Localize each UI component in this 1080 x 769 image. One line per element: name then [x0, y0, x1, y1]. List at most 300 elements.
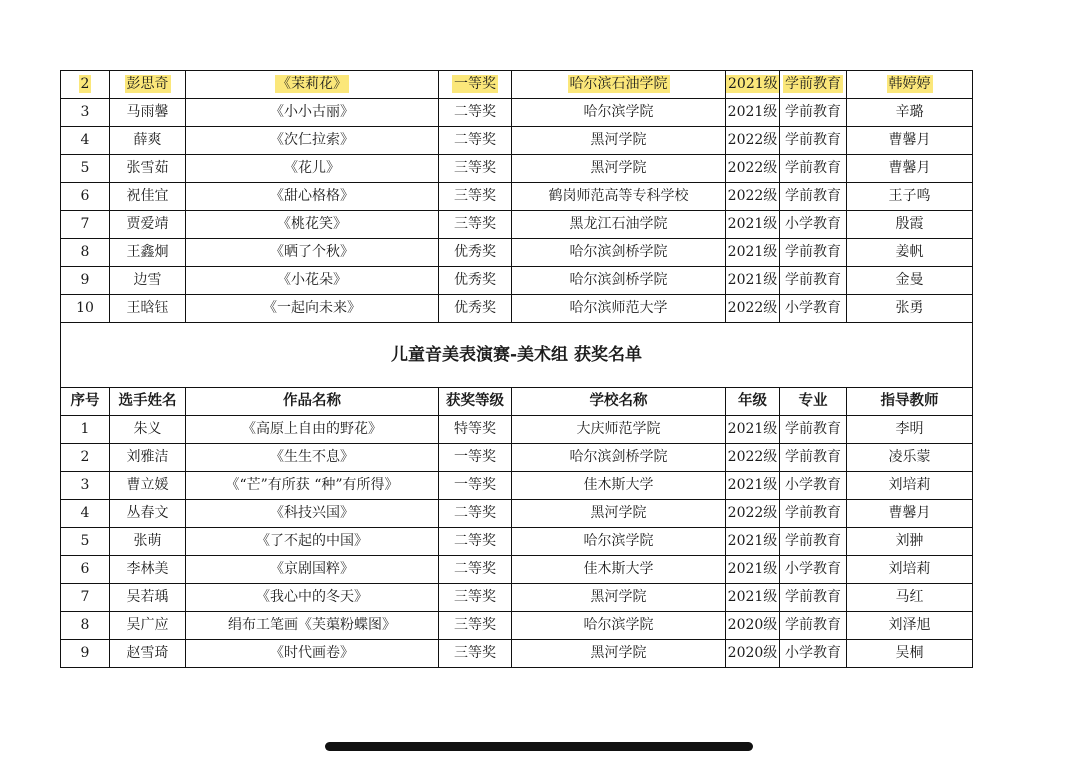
cell-text: 辛璐 — [895, 104, 924, 120]
cell-no — [61, 640, 110, 668]
cell-teacher — [847, 556, 973, 584]
cell-school — [512, 183, 726, 211]
cell-name — [110, 267, 186, 295]
cell-text: 《生生不息》 — [270, 449, 354, 465]
cell-text: 2021级 — [727, 561, 778, 577]
cell-grade — [726, 239, 780, 267]
cell-text: 学前教育 — [785, 505, 841, 521]
cell-school — [512, 416, 726, 444]
cell-text: 2021级 — [727, 589, 778, 605]
cell-major — [780, 472, 847, 500]
home-indicator[interactable] — [325, 742, 753, 751]
table-row — [61, 71, 973, 99]
header-teacher: 指导教师 — [847, 388, 973, 416]
cell-text: 学前教育 — [785, 449, 841, 465]
cell-text: 《茉莉花》 — [277, 76, 347, 92]
header-school: 学校名称 — [512, 388, 726, 416]
cell-major — [780, 295, 847, 323]
cell-text: 学前教育 — [785, 76, 841, 92]
cell-work — [186, 239, 439, 267]
cell-school — [512, 640, 726, 668]
table-row — [61, 640, 973, 668]
cell-text: 《高原上自由的野花》 — [242, 421, 382, 437]
cell-no — [61, 239, 110, 267]
cell-text: 张萌 — [133, 533, 162, 549]
cell-text: 丛春文 — [126, 505, 169, 521]
cell-teacher — [847, 416, 973, 444]
cell-text: 刘雅洁 — [126, 449, 169, 465]
cell-text: 韩婷婷 — [888, 76, 931, 92]
cell-work — [186, 155, 439, 183]
cell-text: 李明 — [895, 421, 924, 437]
cell-award — [439, 416, 512, 444]
cell-text: 《了不起的中国》 — [256, 533, 368, 549]
cell-text: 2021级 — [727, 244, 778, 260]
cell-text: 2021级 — [727, 104, 778, 120]
cell-award — [439, 239, 512, 267]
cell-name — [110, 71, 186, 99]
cell-no — [61, 71, 110, 99]
cell-text: 哈尔滨师范大学 — [569, 300, 668, 316]
cell-teacher — [847, 528, 973, 556]
cell-text: 学前教育 — [785, 421, 841, 437]
cell-text: 佳木斯大学 — [583, 477, 654, 493]
cell-text: 优秀奖 — [454, 300, 496, 316]
cell-work — [186, 472, 439, 500]
cell-text: 2020级 — [727, 645, 778, 661]
table-row — [61, 444, 973, 472]
cell-work — [186, 295, 439, 323]
table-row — [61, 500, 973, 528]
cell-text: 2 — [80, 449, 90, 465]
cell-text: 佳木斯大学 — [583, 561, 654, 577]
cell-text: 6 — [80, 561, 90, 577]
cell-award — [439, 472, 512, 500]
cell-name — [110, 500, 186, 528]
cell-teacher — [847, 500, 973, 528]
cell-text: 哈尔滨剑桥学院 — [569, 244, 668, 260]
cell-text: 二等奖 — [454, 132, 496, 148]
cell-award — [439, 99, 512, 127]
table-row — [61, 472, 973, 500]
cell-text: 小学教育 — [785, 561, 841, 577]
cell-text: 哈尔滨学院 — [583, 533, 654, 549]
table-row — [61, 183, 973, 211]
cell-teacher — [847, 444, 973, 472]
cell-text: 5 — [80, 533, 90, 549]
cell-award — [439, 528, 512, 556]
cell-text: 学前教育 — [785, 132, 841, 148]
table-row — [61, 239, 973, 267]
header-work: 作品名称 — [186, 388, 439, 416]
cell-school — [512, 500, 726, 528]
cell-major — [780, 416, 847, 444]
cell-text: 《我心中的冬天》 — [256, 589, 368, 605]
cell-award — [439, 183, 512, 211]
cell-text: 彭思奇 — [126, 76, 169, 92]
cell-grade — [726, 472, 780, 500]
cell-major — [780, 584, 847, 612]
cell-teacher — [847, 267, 973, 295]
cell-award — [439, 444, 512, 472]
table-row — [61, 528, 973, 556]
cell-major — [780, 640, 847, 668]
cell-text: 2 — [80, 76, 90, 92]
cell-award — [439, 584, 512, 612]
cell-grade — [726, 295, 780, 323]
section-title: 儿童音美表演赛-美术组 获奖名单 — [61, 323, 973, 388]
cell-text: 二等奖 — [454, 533, 496, 549]
cell-major — [780, 267, 847, 295]
cell-school — [512, 472, 726, 500]
cell-grade — [726, 183, 780, 211]
cell-teacher — [847, 99, 973, 127]
table-row — [61, 267, 973, 295]
cell-major — [780, 211, 847, 239]
cell-no — [61, 416, 110, 444]
cell-text: 边雪 — [133, 272, 162, 288]
cell-no — [61, 127, 110, 155]
cell-school — [512, 99, 726, 127]
cell-award — [439, 127, 512, 155]
cell-no — [61, 295, 110, 323]
cell-text: 《桃花笑》 — [277, 216, 347, 232]
cell-text: 《科技兴国》 — [270, 505, 354, 521]
cell-award — [439, 640, 512, 668]
cell-work — [186, 528, 439, 556]
cell-work — [186, 99, 439, 127]
cell-teacher — [847, 295, 973, 323]
cell-school — [512, 239, 726, 267]
cell-work — [186, 127, 439, 155]
cell-text: 《甜心格格》 — [270, 188, 354, 204]
cell-text: 2022级 — [727, 300, 778, 316]
cell-text: 哈尔滨石油学院 — [569, 76, 668, 92]
cell-work — [186, 500, 439, 528]
cell-school — [512, 267, 726, 295]
cell-work — [186, 71, 439, 99]
cell-text: 学前教育 — [785, 589, 841, 605]
cell-award — [439, 500, 512, 528]
cell-text: 2022级 — [727, 160, 778, 176]
cell-grade — [726, 211, 780, 239]
cell-award — [439, 267, 512, 295]
cell-text: 2022级 — [727, 188, 778, 204]
cell-teacher — [847, 612, 973, 640]
cell-text: 张雪茹 — [126, 160, 169, 176]
cell-text: 8 — [80, 617, 90, 633]
cell-grade — [726, 416, 780, 444]
cell-text: 2021级 — [727, 477, 778, 493]
cell-text: 学前教育 — [785, 617, 841, 633]
table-row — [61, 612, 973, 640]
cell-teacher — [847, 155, 973, 183]
cell-text: 3 — [80, 477, 90, 493]
cell-teacher — [847, 239, 973, 267]
cell-text: 大庆师范学院 — [576, 421, 661, 437]
cell-text: 2021级 — [728, 76, 778, 92]
cell-school — [512, 211, 726, 239]
cell-teacher — [847, 183, 973, 211]
cell-text: 马雨馨 — [126, 104, 169, 120]
cell-work — [186, 640, 439, 668]
cell-major — [780, 71, 847, 99]
cell-text: 三等奖 — [454, 160, 496, 176]
cell-text: 祝佳宜 — [126, 188, 169, 204]
cell-text: 《“芒”有所获 “种”有所得》 — [225, 477, 399, 493]
cell-grade — [726, 612, 780, 640]
cell-major — [780, 500, 847, 528]
cell-text: 7 — [80, 589, 90, 605]
cell-no — [61, 267, 110, 295]
cell-no — [61, 528, 110, 556]
cell-text: 5 — [80, 160, 90, 176]
cell-text: 优秀奖 — [454, 244, 496, 260]
cell-text: 哈尔滨学院 — [583, 617, 654, 633]
cell-grade — [726, 640, 780, 668]
cell-teacher — [847, 211, 973, 239]
cell-text: 2021级 — [727, 421, 778, 437]
cell-award — [439, 556, 512, 584]
cell-text: 2022级 — [727, 505, 778, 521]
cell-text: 赵雪琦 — [126, 645, 169, 661]
cell-name — [110, 416, 186, 444]
cell-text: 9 — [80, 272, 90, 288]
cell-teacher — [847, 640, 973, 668]
cell-text: 金曼 — [895, 272, 924, 288]
cell-no — [61, 444, 110, 472]
cell-text: 张勇 — [895, 300, 924, 316]
cell-text: 《晒了个秋》 — [270, 244, 354, 260]
cell-text: 学前教育 — [785, 188, 841, 204]
cell-text: 9 — [80, 645, 90, 661]
cell-text: 4 — [80, 132, 90, 148]
cell-text: 殷霞 — [895, 216, 924, 232]
cell-grade — [726, 155, 780, 183]
cell-text: 黑河学院 — [590, 132, 647, 148]
cell-text: 小学教育 — [785, 477, 841, 493]
cell-text: 学前教育 — [785, 272, 841, 288]
cell-teacher — [847, 127, 973, 155]
cell-text: 小学教育 — [785, 300, 841, 316]
cell-name — [110, 183, 186, 211]
cell-text: 黑河学院 — [590, 645, 647, 661]
cell-name — [110, 584, 186, 612]
art-group-rows — [61, 416, 973, 668]
cell-text: 小学教育 — [785, 216, 841, 232]
cell-text: 吴广应 — [126, 617, 169, 633]
cell-text: 鹤岗师范高等专科学校 — [548, 188, 689, 204]
cell-name — [110, 528, 186, 556]
table-row — [61, 295, 973, 323]
cell-grade — [726, 99, 780, 127]
cell-grade — [726, 556, 780, 584]
header-row — [61, 388, 973, 416]
cell-text: 《次仁拉索》 — [270, 132, 354, 148]
cell-text: 王鑫炯 — [126, 244, 169, 260]
cell-name — [110, 295, 186, 323]
cell-text: 二等奖 — [454, 505, 496, 521]
cell-text: 学前教育 — [785, 533, 841, 549]
cell-name — [110, 239, 186, 267]
cell-text: 曹馨月 — [888, 132, 931, 148]
cell-text: 黑河学院 — [590, 160, 647, 176]
cell-name — [110, 612, 186, 640]
header-no: 序号 — [61, 388, 110, 416]
cell-award — [439, 612, 512, 640]
cell-text: 小学教育 — [785, 645, 841, 661]
art-group-section — [61, 323, 973, 416]
header-major: 专业 — [780, 388, 847, 416]
cell-text: 一等奖 — [454, 76, 496, 92]
table-row — [61, 416, 973, 444]
cell-text: 2020级 — [727, 617, 778, 633]
cell-major — [780, 127, 847, 155]
cell-text: 哈尔滨剑桥学院 — [569, 272, 668, 288]
table-row — [61, 211, 973, 239]
cell-name — [110, 556, 186, 584]
cell-text: 薛爽 — [133, 132, 162, 148]
cell-work — [186, 267, 439, 295]
cell-teacher — [847, 584, 973, 612]
cell-text: 三等奖 — [454, 589, 496, 605]
cell-text: 贾爱靖 — [126, 216, 169, 232]
cell-text: 2021级 — [727, 272, 778, 288]
cell-school — [512, 444, 726, 472]
cell-text: 吴桐 — [895, 645, 924, 661]
cell-school — [512, 612, 726, 640]
cell-school — [512, 556, 726, 584]
cell-text: 三等奖 — [454, 617, 496, 633]
header-grade: 年级 — [726, 388, 780, 416]
cell-text: 学前教育 — [785, 160, 841, 176]
cell-major — [780, 444, 847, 472]
cell-major — [780, 183, 847, 211]
cell-text: 《京剧国粹》 — [270, 561, 354, 577]
cell-text: 凌乐蒙 — [888, 449, 931, 465]
cell-text: 4 — [80, 505, 90, 521]
cell-work — [186, 183, 439, 211]
cell-text: 2021级 — [727, 216, 778, 232]
cell-grade — [726, 500, 780, 528]
cell-no — [61, 99, 110, 127]
cell-name — [110, 155, 186, 183]
cell-major — [780, 99, 847, 127]
cell-text: 一等奖 — [454, 449, 496, 465]
cell-text: 刘培莉 — [888, 477, 931, 493]
table-row — [61, 99, 973, 127]
cell-grade — [726, 528, 780, 556]
cell-award — [439, 155, 512, 183]
cell-school — [512, 584, 726, 612]
award-list-sheet — [60, 70, 972, 668]
cell-text: 《花儿》 — [284, 160, 340, 176]
cell-name — [110, 211, 186, 239]
cell-text: 一等奖 — [454, 477, 496, 493]
cell-school — [512, 127, 726, 155]
cell-text: 姜帆 — [895, 244, 924, 260]
cell-text: 刘翀 — [895, 533, 924, 549]
cell-text: 吴若瑀 — [126, 589, 169, 605]
cell-no — [61, 211, 110, 239]
cell-no — [61, 183, 110, 211]
cell-text: 8 — [80, 244, 90, 260]
cell-text: 3 — [80, 104, 90, 120]
cell-major — [780, 239, 847, 267]
cell-work — [186, 211, 439, 239]
cell-text: 2021级 — [727, 533, 778, 549]
cell-text: 三等奖 — [454, 188, 496, 204]
cell-work — [186, 556, 439, 584]
cell-text: 黑龙江石油学院 — [569, 216, 668, 232]
cell-text: 曹馨月 — [888, 160, 931, 176]
cell-text: 《小花朵》 — [277, 272, 347, 288]
cell-no — [61, 612, 110, 640]
cell-text: 《小小古丽》 — [270, 104, 354, 120]
header-award: 获奖等级 — [439, 388, 512, 416]
cell-major — [780, 612, 847, 640]
award-table — [60, 70, 973, 668]
cell-text: 《一起向未来》 — [263, 300, 361, 316]
cell-school — [512, 295, 726, 323]
cell-text: 学前教育 — [785, 244, 841, 260]
table-row — [61, 155, 973, 183]
cell-text: 2022级 — [727, 132, 778, 148]
table-row — [61, 584, 973, 612]
cell-grade — [726, 444, 780, 472]
cell-text: 黑河学院 — [590, 589, 647, 605]
cell-text: 李林美 — [126, 561, 169, 577]
cell-text: 黑河学院 — [590, 505, 647, 521]
cell-award — [439, 211, 512, 239]
cell-school — [512, 155, 726, 183]
cell-text: 优秀奖 — [454, 272, 496, 288]
cell-text: 特等奖 — [454, 421, 496, 437]
cell-text: 刘培莉 — [888, 561, 931, 577]
cell-text: 二等奖 — [454, 561, 496, 577]
cell-no — [61, 584, 110, 612]
cell-text: 《时代画卷》 — [270, 645, 354, 661]
cell-grade — [726, 584, 780, 612]
section-title-row — [61, 323, 973, 388]
music-group-rows — [61, 71, 973, 323]
cell-school — [512, 528, 726, 556]
cell-work — [186, 584, 439, 612]
cell-text: 哈尔滨学院 — [583, 104, 654, 120]
cell-text: 学前教育 — [785, 104, 841, 120]
cell-text: 绢布工笔画《芙蕖粉蝶图》 — [228, 617, 396, 633]
cell-grade — [726, 267, 780, 295]
cell-work — [186, 444, 439, 472]
cell-text: 曹馨月 — [888, 505, 931, 521]
cell-grade — [726, 127, 780, 155]
cell-award — [439, 295, 512, 323]
cell-name — [110, 127, 186, 155]
cell-name — [110, 472, 186, 500]
cell-teacher — [847, 71, 973, 99]
cell-text: 1 — [80, 421, 90, 437]
cell-no — [61, 556, 110, 584]
cell-text: 曹立媛 — [126, 477, 169, 493]
cell-name — [110, 640, 186, 668]
cell-text: 10 — [76, 300, 94, 316]
cell-award — [439, 71, 512, 99]
cell-major — [780, 556, 847, 584]
cell-teacher — [847, 472, 973, 500]
cell-name — [110, 444, 186, 472]
table-row — [61, 127, 973, 155]
cell-text: 哈尔滨剑桥学院 — [569, 449, 668, 465]
